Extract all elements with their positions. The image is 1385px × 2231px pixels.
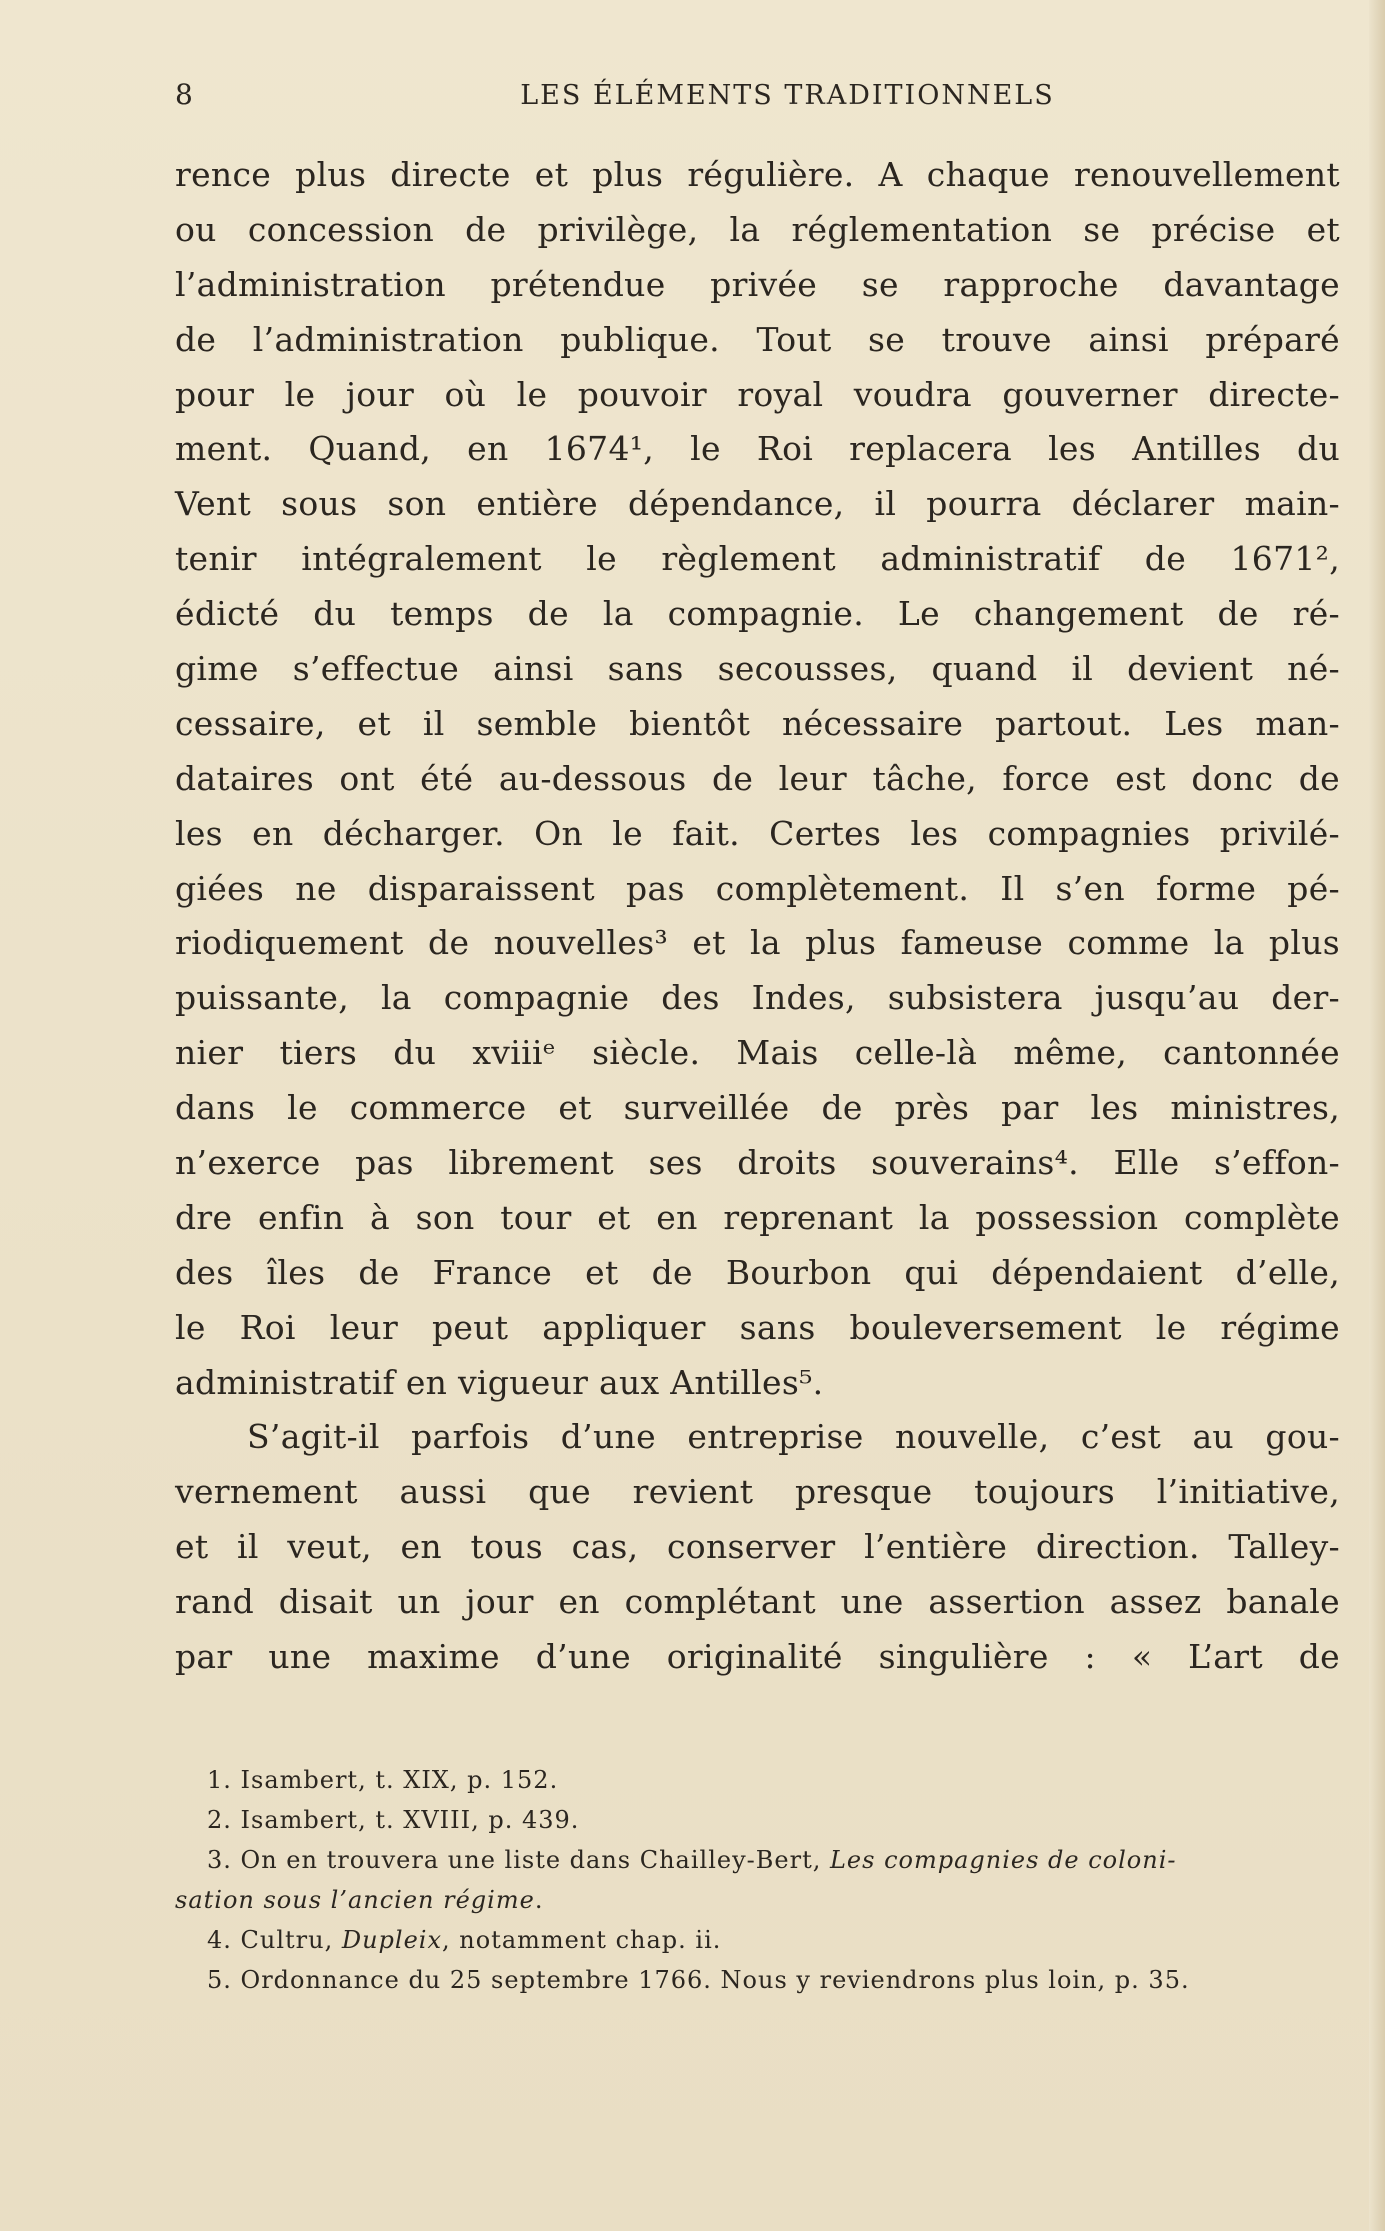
text-line: n’exerce pas librement ses droits souverains⁴. Elle s’effon- [175, 1143, 1340, 1183]
footnote-3-title-cont: sation sous l’ancien régime [175, 1886, 535, 1914]
text-line: rence plus directe et plus régulière. A chaque renouvellement [175, 155, 1340, 194]
footnote-4-title: Dupleix [341, 1926, 443, 1954]
text-line: édicté du temps de la compagnie. Le changement de ré- [175, 594, 1340, 634]
text-line: dans le commerce et surveillée de près par les ministres, [175, 1088, 1340, 1128]
footnote-3-title: Les compagnies de coloni- [829, 1846, 1177, 1874]
text-line: des îles de France et de Bourbon qui dépendaient d’elle, [175, 1252, 1340, 1292]
footnote-3-continued [175, 1880, 1340, 1920]
footnote-2: 2. Isambert, t. XVIII, p. 439. [207, 1806, 580, 1834]
page-edge [1369, 0, 1385, 2231]
text-line: l’administration prétendue privée se rapproche davantage [175, 264, 1340, 304]
text-line: les en décharger. On le fait. Certes les compagnies privilé- [175, 813, 1340, 853]
text-line: rand disait un jour en complétant une assertion assez banale [175, 1582, 1340, 1622]
text-line: pour le jour où le pouvoir royal voudra gouverner directe- [175, 374, 1340, 414]
text-line: par une maxime d’une originalité singulière : « L’art de [175, 1637, 1340, 1677]
footnote-4 [175, 1920, 1340, 1960]
text-line: ou concession de privilège, la réglementation se précise et [175, 209, 1340, 249]
body-text [175, 148, 1340, 1685]
text-line: giées ne disparaissent pas complètement. Il s’en forme pé- [175, 868, 1340, 908]
footnote-3-end: . [534, 1886, 544, 1914]
text-line: riodiquement de nouvelles³ et la plus fameuse comme la plus [175, 923, 1340, 963]
running-head: LES ÉLÉMENTS TRADITIONNELS [520, 80, 1055, 111]
text-line: ment. Quand, en 1674¹, le Roi replacera les Antilles du [175, 429, 1340, 469]
text-line: administratif en vigueur aux Antilles⁵. [175, 1362, 824, 1402]
footnotes [175, 1760, 1340, 2000]
text-line: Vent sous son entière dépendance, il pourra déclarer main- [175, 484, 1340, 524]
text-line: cessaire, et il semble bientôt nécessaire partout. Les man- [175, 703, 1340, 743]
footnote-4-text: 4. Cultru, [207, 1926, 342, 1954]
text-line: puissante, la compagnie des Indes, subsistera jusqu’au der- [175, 978, 1340, 1018]
footnote-3-text: 3. On en trouvera une liste dans Chailley-Bert, [207, 1846, 830, 1874]
text-line: tenir intégralement le règlement administratif de 1671², [175, 539, 1340, 579]
text-line: nier tiers du xviiiᵉ siècle. Mais celle-là même, cantonnée [175, 1033, 1340, 1073]
text-line: dataires ont été au-dessous de leur tâche, force est donc de [175, 758, 1340, 798]
text-line: dre enfin à son tour et en reprenant la possession complète [175, 1197, 1340, 1237]
text-line: de l’administration publique. Tout se trouve ainsi préparé [175, 319, 1340, 359]
page-header [175, 78, 1340, 118]
footnote-4-end: , notamment chap. ii. [442, 1926, 722, 1954]
footnote-3 [175, 1840, 1340, 1880]
footnote-1: 1. Isambert, t. XIX, p. 152. [207, 1766, 559, 1794]
text-line: et il veut, en tous cas, conserver l’entière direction. Talley- [175, 1527, 1340, 1567]
text-line: le Roi leur peut appliquer sans bouleversement le régime [175, 1307, 1340, 1347]
text-line: S’agit-il parfois d’une entreprise nouvelle, c’est au gou- [247, 1417, 1340, 1457]
page-number: 8 [175, 78, 194, 111]
text-line: vernement aussi que revient presque toujours l’initiative, [175, 1472, 1340, 1512]
text-line: gime s’effectue ainsi sans secousses, quand il devient né- [175, 649, 1340, 689]
footnote-5: 5. Ordonnance du 25 septembre 1766. Nous y reviendrons plus loin, p. 35. [207, 1966, 1190, 1994]
